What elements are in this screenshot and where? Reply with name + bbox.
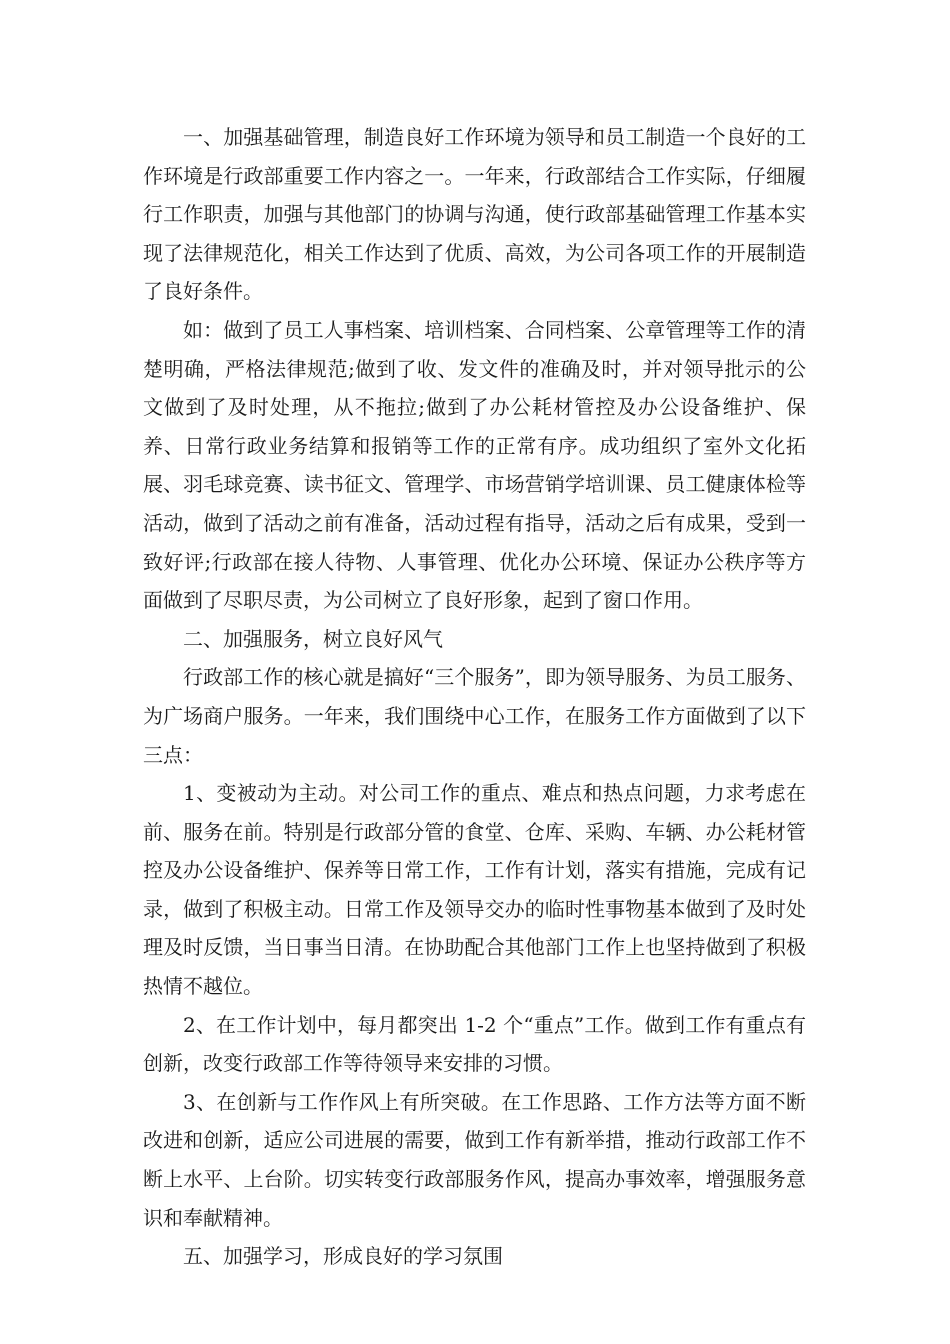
paragraph-point-3: 3、在创新与工作作风上有所突破。在工作思路、工作方法等方面不断改进和创新，适应公司进展的需要，做到工作有新举措，推动行政部工作不断上水平、上台阶。切实转变行政部服务作风，提高办事效率，增强服务意识和奉献精神。 [143, 1089, 806, 1230]
paragraph-point-2: 2、在工作计划中，每月都突出 1-2 个“重点”工作。做到工作有重点有创新，改变行政部工作等待领导来安排的习惯。 [143, 1012, 806, 1076]
paragraph-examples: 如：做到了员工人事档案、培训档案、合同档案、公章管理等工作的清楚明确，严格法律规范;做到了收、发文件的准确及时，并对领导批示的公文做到了及时处理，从不拖拉;做到了办公耗材管控及办公设备维护、保养、日常行政业务结算和报销等工作的正常有序。成功组织了室外文化拓展、羽毛球竞赛、读书征文、管理学、市场营销学培训课、员工健康体检等活动，做到了活动之前有准备，活动过程有指导，活动之后有成果，受到一致好评;行政部在接人待物、人事管理、优化办公环境、保证办公秩序等方面做到了尽职尽责，为公司树立了良好形象，起到了窗口作用。 [143, 317, 806, 613]
paragraph-basic-management: 一、加强基础管理，制造良好工作环境为领导和员工制造一个良好的工作环境是行政部重要工作内容之一。一年来，行政部结合工作实际，仔细履行工作职责，加强与其他部门的协调与沟通，使行政部基础管理工作基本实现了法律规范化，相关工作达到了优质、高效，为公司各项工作的开展制造了良好条件。 [143, 125, 806, 304]
heading-learning: 五、加强学习，形成良好的学习氛围 [183, 1244, 503, 1269]
document-body [143, 118, 806, 1276]
heading-service: 二、加强服务，树立良好风气 [183, 626, 443, 651]
paragraph-point-1: 1、变被动为主动。对公司工作的重点、难点和热点问题，力求考虑在前、服务在前。特别是行政部分管的食堂、仓库、采购、车辆、办公耗材管控及办公设备维护、保养等日常工作，工作有计划，落实有措施，完成有记录，做到了积极主动。日常工作及领导交办的临时性事物基本做到了及时处理及时反馈，当日事当日清。在协助配合其他部门工作上也坚持做到了积极热情不越位。 [143, 781, 806, 999]
paragraph-three-services: 行政部工作的核心就是搞好“三个服务”，即为领导服务、为员工服务、为广场商户服务。一年来，我们围绕中心工作，在服务工作方面做到了以下三点： [143, 665, 806, 767]
